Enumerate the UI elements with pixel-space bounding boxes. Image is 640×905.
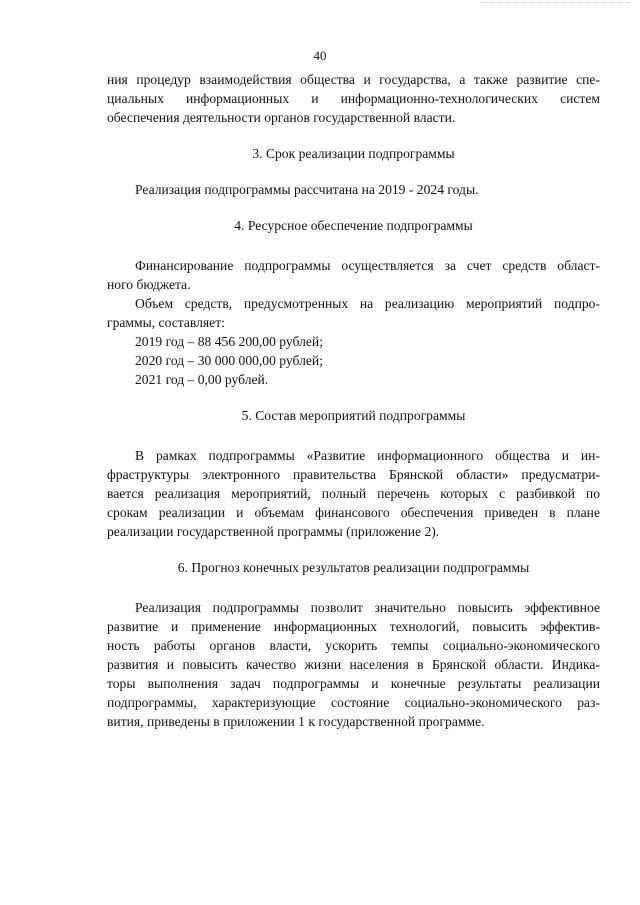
section-heading-3: 3. Срок реализации подпрограммы [252, 146, 455, 161]
text-line: Реализация подпрограммы позволит значительно повысить эффективное [135, 600, 600, 615]
text-line: вития, приведены в приложении 1 к государственной программе. [107, 714, 485, 729]
text-line: Финансирование подпрограммы осуществляется за счет средств област- [135, 258, 600, 273]
text-line: срокам реализации и объемам финансового обеспечения приведен в плане [107, 505, 600, 520]
text-line: фраструктуры электронного правительства Брянской области» предусматри- [107, 467, 600, 482]
funding-2019: 2019 год – 88 456 200,00 рублей; [135, 334, 323, 349]
document-body [107, 70, 600, 731]
text-line: вается реализация мероприятий, полный перечень которых с разбивкой по [107, 486, 600, 501]
text-line: реализации государственной программы (приложение 2). [107, 524, 440, 539]
scan-edge-line [480, 2, 630, 3]
section-heading-4: 4. Ресурсное обеспечение подпрограммы [234, 218, 473, 233]
text-line: торы выполнения задач подпрограммы и конечные результаты реализации [107, 676, 600, 691]
section-3-paragraph [107, 180, 600, 199]
text-line: подпрограммы, характеризующие состояние социально-экономического раз- [107, 695, 600, 710]
section-heading-6: 6. Прогноз конечных результатов реализации подпрограммы [177, 560, 530, 575]
funding-2020: 2020 год – 30 000 000,00 рублей; [135, 353, 323, 368]
text-line: граммы, составляет: [107, 315, 225, 330]
text-line: ного бюджета. [107, 277, 191, 292]
text-line: циальных информационных и информационно-технологических систем [107, 91, 600, 106]
text-line: развитие и применение информационных технологий, повысить эффектив- [107, 619, 600, 634]
section-5-paragraph [107, 446, 600, 541]
funding-2021: 2021 год – 0,00 рублей. [135, 372, 269, 387]
section-heading-5: 5. Состав мероприятий подпрограммы [241, 408, 466, 423]
page-number: 40 [313, 48, 327, 63]
text-line: обеспечения деятельности органов государственной власти. [107, 110, 456, 125]
text-line: ность работы органов власти, ускорить темпы социально-экономического [107, 638, 600, 653]
text-line: ния процедур взаимодействия общества и государства, а также развитие спе- [107, 72, 600, 87]
text-line: В рамках подпрограммы «Развитие информационного общества и ин- [135, 448, 600, 463]
intro-paragraph [107, 70, 600, 127]
text-line: Объем средств, предусмотренных на реализацию мероприятий подпро- [135, 296, 600, 311]
section-6-paragraph [107, 598, 600, 731]
text-line: Реализация подпрограммы рассчитана на 2019 - 2024 годы. [135, 182, 479, 197]
section-4-paragraph [107, 256, 600, 389]
text-line: развития и повысить качество жизни населения в Брянской области. Индика- [107, 657, 600, 672]
